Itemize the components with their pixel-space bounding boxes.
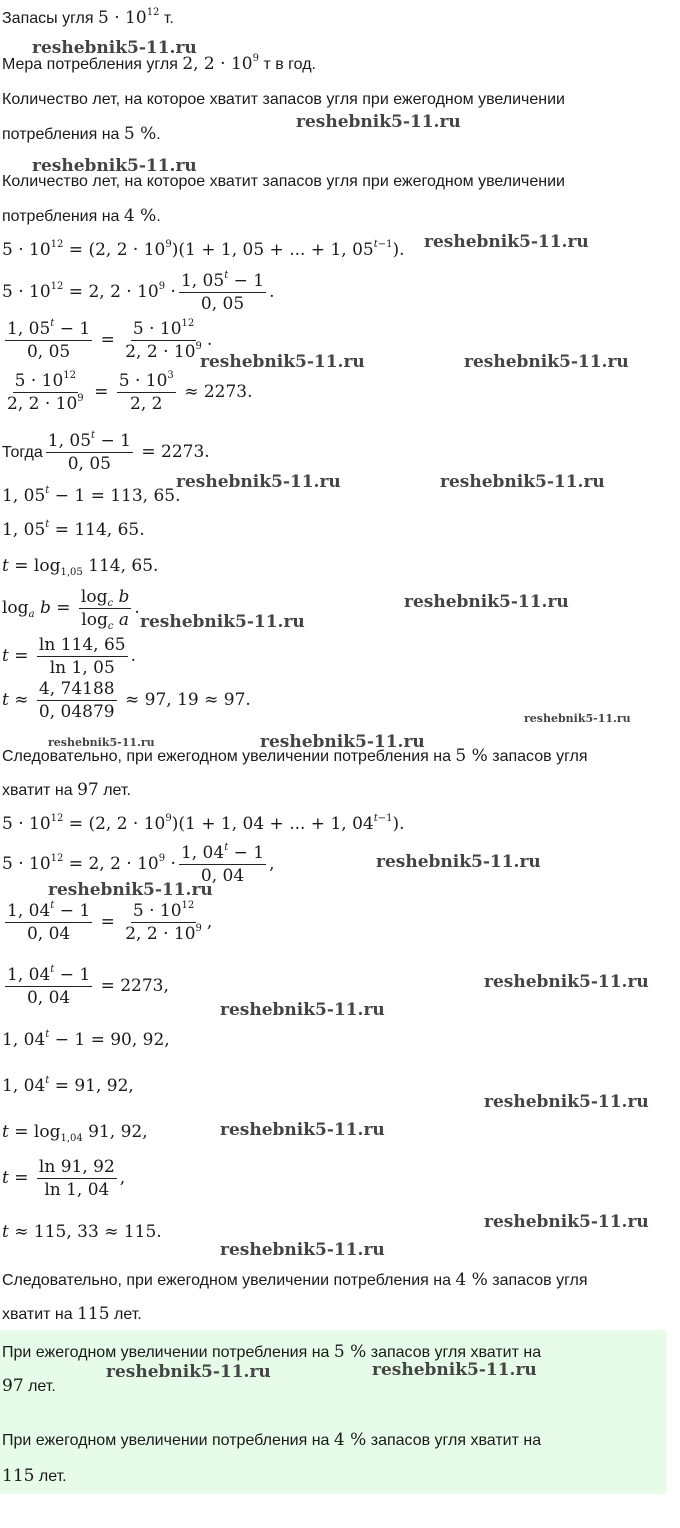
answer-line-4b: 115 лет.	[2, 1466, 67, 1486]
eq-log-rule: $\log_a b$ = $\frac{\log_c b}{\log_c a}$ .	[2, 587, 140, 632]
consumption-line: Мера потребления угля 2, $2 \cdot 10^9$ т в год.	[2, 53, 316, 74]
eq-calc-ratio: $\frac{5 \cdot 10^{12}}{2, 2 \cdot 10^9}$ = $\frac{5 \cdot 10^3}{2, 2}$ ≈ 2273.	[7, 370, 253, 414]
eq-b15: t = $\frac{\ln 91, 92}{\ln 1, 04}$ ,	[2, 1157, 126, 1200]
conclusion-5-line1: Следовательно, при ежегодном увеличении потребления на 5 % запасов угля	[2, 746, 588, 766]
watermark: reshebnik5-11.ru	[176, 472, 341, 492]
eq-geom-4: $5 \cdot 10^{12} = 2$, $2 \cdot 10^9$ · $\frac{1, 04^t - 1}{0, 04}$ ,	[2, 842, 275, 886]
watermark: reshebnik5-11.ru	[260, 732, 425, 752]
watermark: reshebnik5-11.ru	[48, 736, 155, 749]
reserves-line: Запасы угля $5 \cdot 10^{12}$ т.	[2, 7, 174, 28]
watermark: reshebnik5-11.ru	[32, 38, 197, 58]
watermark: reshebnik5-11.ru	[140, 612, 305, 632]
watermark: reshebnik5-11.ru	[32, 156, 197, 176]
watermark: reshebnik5-11.ru	[484, 1212, 649, 1232]
watermark: reshebnik5-11.ru	[376, 852, 541, 872]
eq-b16: t ≈ 115, 33 ≈ 115.	[2, 1222, 162, 1242]
eq-frac-4-2273: $\frac{1, 04^t - 1}{0, 04}$ = 2273,	[7, 964, 169, 1008]
watermark: reshebnik5-11.ru	[48, 880, 213, 900]
eq-sum-4: $5 \cdot 10^{12} = (2$, $2 \cdot 10^9)(1 + 1$, 04 + ... + 1, $04^{t-1}$).	[2, 813, 405, 834]
watermark: reshebnik5-11.ru	[106, 1362, 271, 1382]
watermark: reshebnik5-11.ru	[220, 1120, 385, 1140]
watermark: reshebnik5-11.ru	[424, 232, 589, 252]
watermark: reshebnik5-11.ru	[464, 352, 629, 372]
watermark: reshebnik5-11.ru	[484, 972, 649, 992]
eq-sum-5: $5 \cdot 10^{12} = (2$, $2 \cdot 10^9)(1 + 1$, 05 + ... + 1, $05^{t-1}$).	[2, 239, 405, 260]
answer-line-5b: 97 лет.	[2, 1376, 56, 1396]
eq-16: t ≈ $\frac{4, 74188}{0, 04879}$ ≈ 97, 19 ≈ 97.	[2, 679, 251, 722]
watermark: reshebnik5-11.ru	[440, 472, 605, 492]
conclusion-4-line2: хватит на 115 лет.	[2, 1304, 142, 1324]
eq-togda: Тогда $\frac{1, 05^t - 1}{0, 05}$ = 2273.	[2, 430, 210, 474]
eq-12: 1, 05$^t$ = 114, 65.	[2, 519, 145, 540]
watermark: reshebnik5-11.ru	[200, 352, 365, 372]
eq-b13: $t = \log_{1,04} 91$, 92,	[2, 1122, 148, 1144]
question-5-line2: потребления на 5 %.	[2, 124, 161, 144]
question-5-line1: Количество лет, на которое хватит запасов угля при ежегодном увеличении	[2, 91, 565, 108]
eq-b11: 1, 04$^t$ − 1 = 90, 92,	[2, 1029, 170, 1050]
watermark: reshebnik5-11.ru	[220, 1240, 385, 1260]
watermark: reshebnik5-11.ru	[404, 592, 569, 612]
conclusion-4-line1: Следовательно, при ежегодном увеличении потребления на 4 % запасов угля	[2, 1270, 588, 1290]
answer-box	[0, 1330, 666, 1494]
watermark: reshebnik5-11.ru	[296, 112, 461, 132]
answer-line-4a: При ежегодном увеличении потребления на 4 % запасов угля хватит на	[2, 1430, 542, 1450]
watermark: reshebnik5-11.ru	[524, 712, 631, 725]
eq-15: t = $\frac{\ln 114, 65}{\ln 1, 05}$ .	[2, 635, 136, 678]
eq-13: $t = \log_{1,05} 114$, 65.	[2, 556, 159, 578]
eq-frac-4: $\frac{1, 04^t - 1}{0, 04}$ = $\frac{5 \cdot 10^{12}}{2, 2 \cdot 10^9}$ ,	[7, 900, 213, 944]
eq-11: 1, 05$^t$ − 1 = 113, 65.	[2, 485, 181, 506]
question-4-line2: потребления на 4 %.	[2, 206, 161, 226]
question-4-line1: Количество лет, на которое хватит запасов угля при ежегодном увеличении	[2, 173, 565, 190]
conclusion-5-line2: хватит на 97 лет.	[2, 780, 131, 800]
eq-b12: 1, 04$^t$ = 91, 92,	[2, 1075, 134, 1096]
watermark: reshebnik5-11.ru	[220, 1000, 385, 1020]
watermark: reshebnik5-11.ru	[484, 1092, 649, 1112]
eq-geom-5: $5 \cdot 10^{12} = 2$, $2 \cdot 10^9$ · $\frac{1, 05^t - 1}{0, 05}$ .	[2, 270, 275, 314]
eq-frac-5: $\frac{1, 05^t - 1}{0, 05}$ = $\frac{5 \cdot 10^{12}}{2, 2 \cdot 10^9}$ .	[7, 318, 213, 362]
answer-line-5a: При ежегодном увеличении потребления на 5 % запасов угля хватит на	[2, 1342, 542, 1362]
watermark: reshebnik5-11.ru	[372, 1360, 537, 1380]
